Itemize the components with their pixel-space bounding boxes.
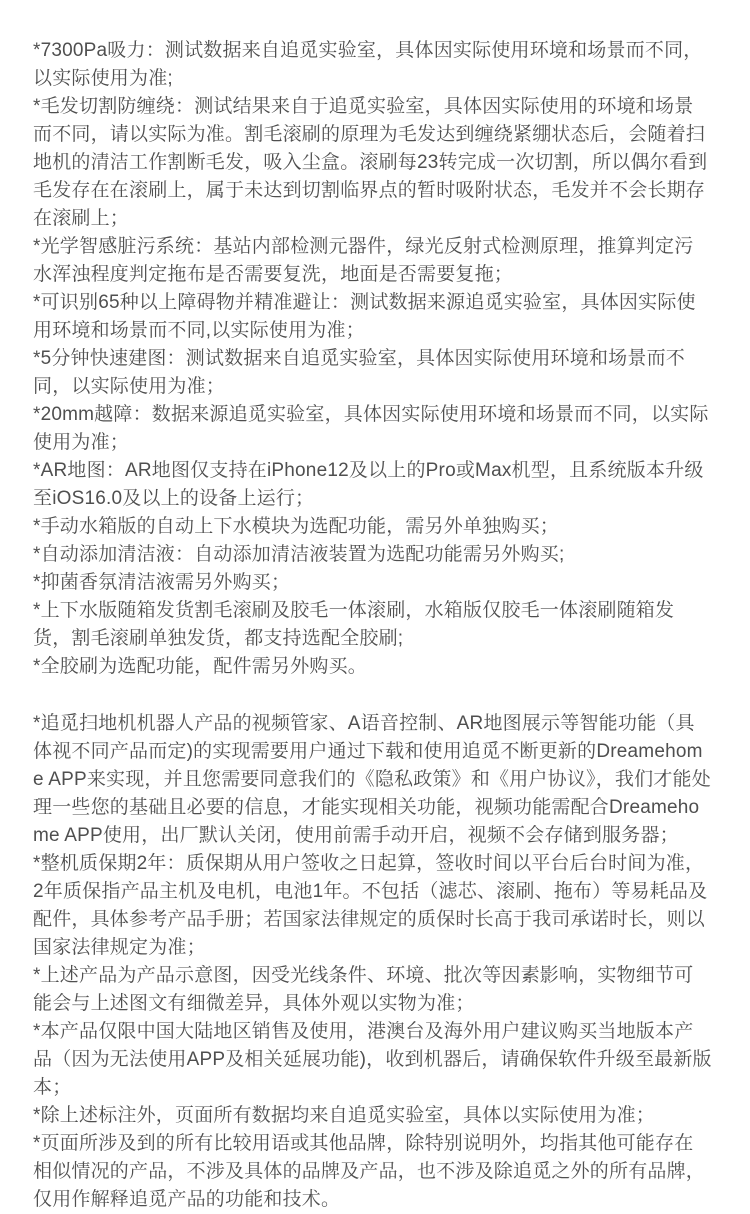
note-item: *上述产品为产品示意图，因受光线条件、环境、批次等因素影响，实物细节可能会与上述图文有细微差异，具体外观以实物为准；: [33, 965, 694, 1014]
note-item: *除上述标注外，页面所有数据均来自追觅实验室，具体以实际使用为准；: [33, 1105, 655, 1126]
note-item: *页面所涉及到的所有比较用语或其他品牌，除特别说明外，均指其他可能存在相似情况的产品，不涉及具体的品牌及产品，也不涉及除追觅之外的所有品牌，仅用作解释追觅产品的功能和技术。: [33, 1133, 706, 1210]
note-item: *上下水版随箱发货割毛滚刷及胶毛一体滚刷，水箱版仅胶毛一体滚刷随箱发货，割毛滚刷单独发货，都支持选配全胶刷;: [33, 600, 675, 649]
note-item: *本产品仅限中国大陆地区销售及使用，港澳台及海外用户建议购买当地版本产品（因为无法使用APP及相关延展功能)，收到机器后，请确保软件升级至最新版本；: [33, 1021, 712, 1098]
note-item: *20mm越障：数据来源追觅实验室，具体因实际使用环境和场景而不同，以实际使用为准；: [33, 404, 709, 453]
note-item: *整机质保期2年：质保期从用户签收之日起算，签收时间以平台后台时间为准，2年质保指产品主机及电机，电池1年。不包括（滤芯、滚刷、拖布）等易耗品及配件，具体参考产品手册；若国家法律规定的质保时长高于我司承诺时长，则以国家法律规定为准；: [33, 853, 708, 958]
product-spec-notes-section: [33, 37, 712, 681]
note-item: *7300Pa吸力：测试数据来自追觅实验室，具体因实际使用环境和场景而不同，以实际使用为准;: [33, 40, 703, 89]
legal-notes-section: [33, 710, 712, 1214]
note-item: *自动添加清洁液：自动添加清洁液装置为选配功能需另外购买;: [33, 544, 565, 565]
note-item: *光学智感脏污系统：基站内部检测元器件，绿光反射式检测原理，推算判定污水浑浊程度判定拖布是否需要复洗，地面是否需要复拖；: [33, 236, 694, 285]
note-item: *追觅扫地机机器人产品的视频管家、A语音控制、AR地图展示等智能功能（具体视不同产品而定)的实现需要用户通过下载和使用追觅不断更新的Dreamehome APP来实现，并且您需要同意我们的《隐私政策》和《用户协议》，我们才能处理一些您的基础且必要的信息，才能实现相关功能，视频功能需配合Dreamehome APP使用，出厂默认关闭，使用前需手动开启，视频不会存储到服务器；: [33, 713, 711, 846]
note-item: *毛发切割防缠绕：测试结果来自于追觅实验室，具体因实际使用的环境和场景而不同，请以实际为准。割毛滚刷的原理为毛发达到缠绕紧绷状态后，会随着扫地机的清洁工作割断毛发，吸入尘盒。滚刷每23转完成一次切割，所以偶尔看到毛发存在在滚刷上，属于未达到切割临界点的暂时吸附状态，毛发并不会长期存在滚刷上；: [33, 96, 708, 229]
note-item: *手动水箱版的自动上下水模块为选配功能，需另外单独购买；: [33, 516, 559, 537]
note-item: *抑菌香氛清洁液需另外购买；: [33, 572, 291, 593]
note-item: *AR地图：AR地图仅支持在iPhone12及以上的Pro或Max机型，且系统版本升级至iOS16.0及以上的设备上运行；: [33, 460, 704, 509]
note-item: *可识别65种以上障碍物并精准避让：测试数据来源追觅实验室，具体因实际使用环境和场景而不同,以实际使用为准；: [33, 292, 696, 341]
note-item: *5分钟快速建图：测试数据来自追觅实验室，具体因实际使用环境和场景而不同，以实际使用为准；: [33, 348, 685, 397]
note-item: *全胶刷为选配功能，配件需另外购买。: [33, 656, 367, 677]
